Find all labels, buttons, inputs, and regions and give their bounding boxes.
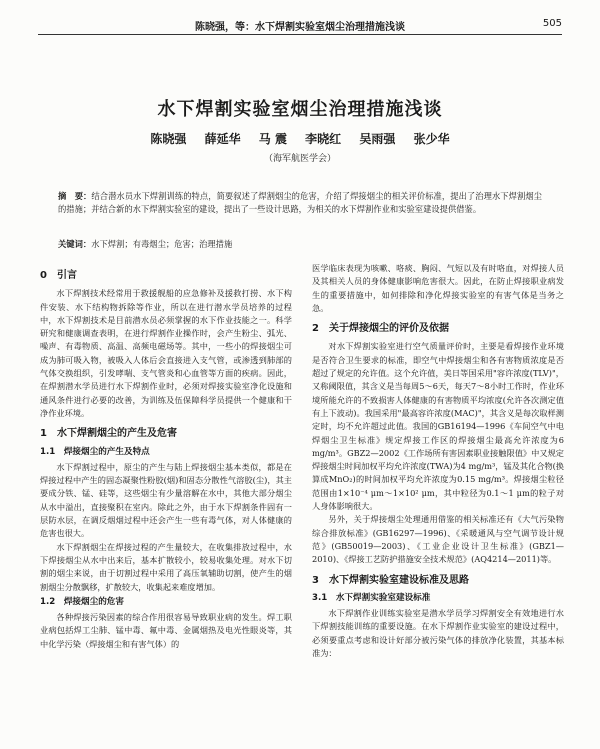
paragraph: 医学临床表现为咳嗽、咯痰、胸闷、气短以及有时咯血，对焊接人员及其相关人员的身体健康影响危害很大。因此，在防止焊接职业病发生的重要措施中，如何排除和净化焊接实验室的有害气体是当务之急。 [312, 263, 564, 313]
section-heading: 2 关于焊接烟尘的评价及依据 [312, 323, 449, 335]
keywords [58, 238, 542, 250]
section-heading: 3 水下焊割实验室建设标准及思路 [312, 574, 469, 586]
paragraph: 水下焊割过程中，原尘的产生与陆上焊接烟尘基本类似，都是在焊接过程中产生的固态凝聚性粉胶(烟)和固态分散性气溶胶(尘)，其主要成分铁、锰、硅等，这些烟尘有少量溶解在水中，其他大部分烟尘从水中溢出，直接聚积在室内。除此之外，由于水下焊割条件固有一层防水层，在调反烟烟过程中还会产生一些有毒气体，对人体健康的危害也很大。 [40, 461, 292, 539]
section-heading: 0 引言 [40, 270, 77, 281]
affiliation: （海军航医学会） [263, 154, 336, 164]
section-heading: 1 水下焊割烟尘的产生及危害 [40, 428, 177, 440]
paragraph: 另外，关于焊接烟尘处理通用借鉴的相关标准还有《大气污染物综合排放标准》(GB16297—1996)、《采暖通风与空气调节设计规范》(GB50019—2003)、《工业企业设计卫生标准》(GBZ1—2010)、《焊接工艺防护措施安全技术规范》(AQ4214—2011)等。 [312, 514, 564, 565]
page-number: 505 [542, 18, 562, 29]
author-name: 李晓红 [305, 132, 342, 146]
author-list [0, 130, 600, 147]
subsection-heading: 1.1 焊接烟尘的产生及特点 [40, 446, 150, 457]
author-name: 薛延华 [204, 132, 241, 146]
subsection-heading: 3.1 水下焊割实验室建设标准 [312, 592, 431, 603]
left-column [40, 262, 292, 651]
abstract-label: 摘 要： [58, 191, 92, 201]
abstract-text: 结合潜水员水下焊割训练的特点，简要叙述了焊割烟尘的危害，介绍了焊接烟尘的相关评价标准，提出了治理水下焊割烟尘的措施；并结合新的水下焊割实验室的建设，提出了一些设计思路，为相关的水下焊割作业和实验室建设提供借鉴。 [58, 191, 542, 214]
subsection-heading: 1.2 焊接烟尘的危害 [40, 596, 124, 607]
paragraph: 水下焊割作业训练实验室是潜水学员学习焊割安全有效地进行水下焊割技能训练的重要设施。在水下焊割作业实验室的建设过程中，必须要重点考虑和设计好部分被污染气体的排放净化装置，其基本标准为： [312, 608, 564, 659]
keywords-text: 水下焊割；有毒烟尘；危害；治理措施 [91, 239, 233, 249]
abstract [58, 190, 542, 216]
paragraph: 水下焊割技术经常用于救援舰船的应急修补及援救打捞、水下构件安装、水下结构物拆除等作业，所以在进行潜水学员培养的过程中，水下焊割技术是目前潜水员必须掌握的水下作业技能之一。科学研究和健康调查表明，在进行焊割作业操作时，会产生粉尘、弧光、噪声、有毒物质、高温、高频电磁场等。其中，一些小的焊接烟尘可成为肺可吸入物，被吸入人体后会直接进入支气管，或渗透到肺部的气体交换组织，引发哮喘、支气管炎和心血管等方面的疾病。因此，在焊割潜水学员进行水下焊割作业时，必须对焊接实验室净化设施和通风条件进行必要的改善，为训练及伍保障科学员提供一个健康和干净作业环境。 [40, 288, 292, 418]
paragraph: 对水下焊割实验室进行空气质量评价时，主要是看焊接作业环境是否符合卫生要求的标准，即空气中焊接烟尘和各有害物质浓度是否超过了规定的允许值。这个允许值，美日等国采用"容许浓度(TLV)"，又称阈限值，其含义是当每周5～6天，每天7～8小时工作时，作业环境所能允许的不致损害人体健康的有害物质平均浓度(允许各次测定值有上下波动)。我国采用"最高容许浓度(MAC)"，其含义是每次取样测定时，均不允许超过此值。我国的GB16194—1996《车间空气中电焊烟尘卫生标准》规定焊接工作区的焊接烟尘最高允许浓度为6 mg/m³。GBZ2—2002《工作场所有害因素职业接触限值》中又规定焊接烟尘时间加权平均允许浓度(TWA)为4 mg/m³，锰及其化合物(换算成MnO₂)的时间加权平均允许浓度为0.15 mg/m³。焊接烟尘粒径范围由1×10⁻⁴ μm～1×10² μm，其中粒径为0.1～1 μm的粒子对人身体影响很大。 [312, 341, 564, 512]
author-name: 吴雨强 [359, 132, 396, 146]
author-name: 马 震 [258, 132, 287, 146]
running-header [38, 14, 562, 35]
paragraph: 水下焊割烟尘在焊接过程的产生量较大，在收集排放过程中，水下焊接烟尘从水中出来后，基本扩散较小，较易收集处理。对水下切割的烟尘来说，由于切割过程中采用了高压氧辅助切割，使产生的烟割烟尘分散飘移，扩散较大，收集起来难度增加。 [40, 541, 292, 592]
keywords-label: 关键词： [58, 239, 92, 249]
running-title: 陈晓强，等：水下焊割实验室烟尘治理措施浅谈 [195, 22, 405, 33]
right-column [312, 262, 564, 660]
paragraph: 各种焊接污染因素的综合作用很容易导致职业病的发生。焊工职业病包括焊工尘肺、锰中毒、氟中毒、金属烟热及电光性眼炎等，其中化学污染（焊接烟尘和有害气体）的 [40, 612, 292, 649]
author-name: 张少华 [413, 132, 450, 146]
paper-title: 水下焊割实验室烟尘治理措施浅谈 [157, 99, 443, 120]
author-name: 陈晓强 [150, 132, 187, 146]
